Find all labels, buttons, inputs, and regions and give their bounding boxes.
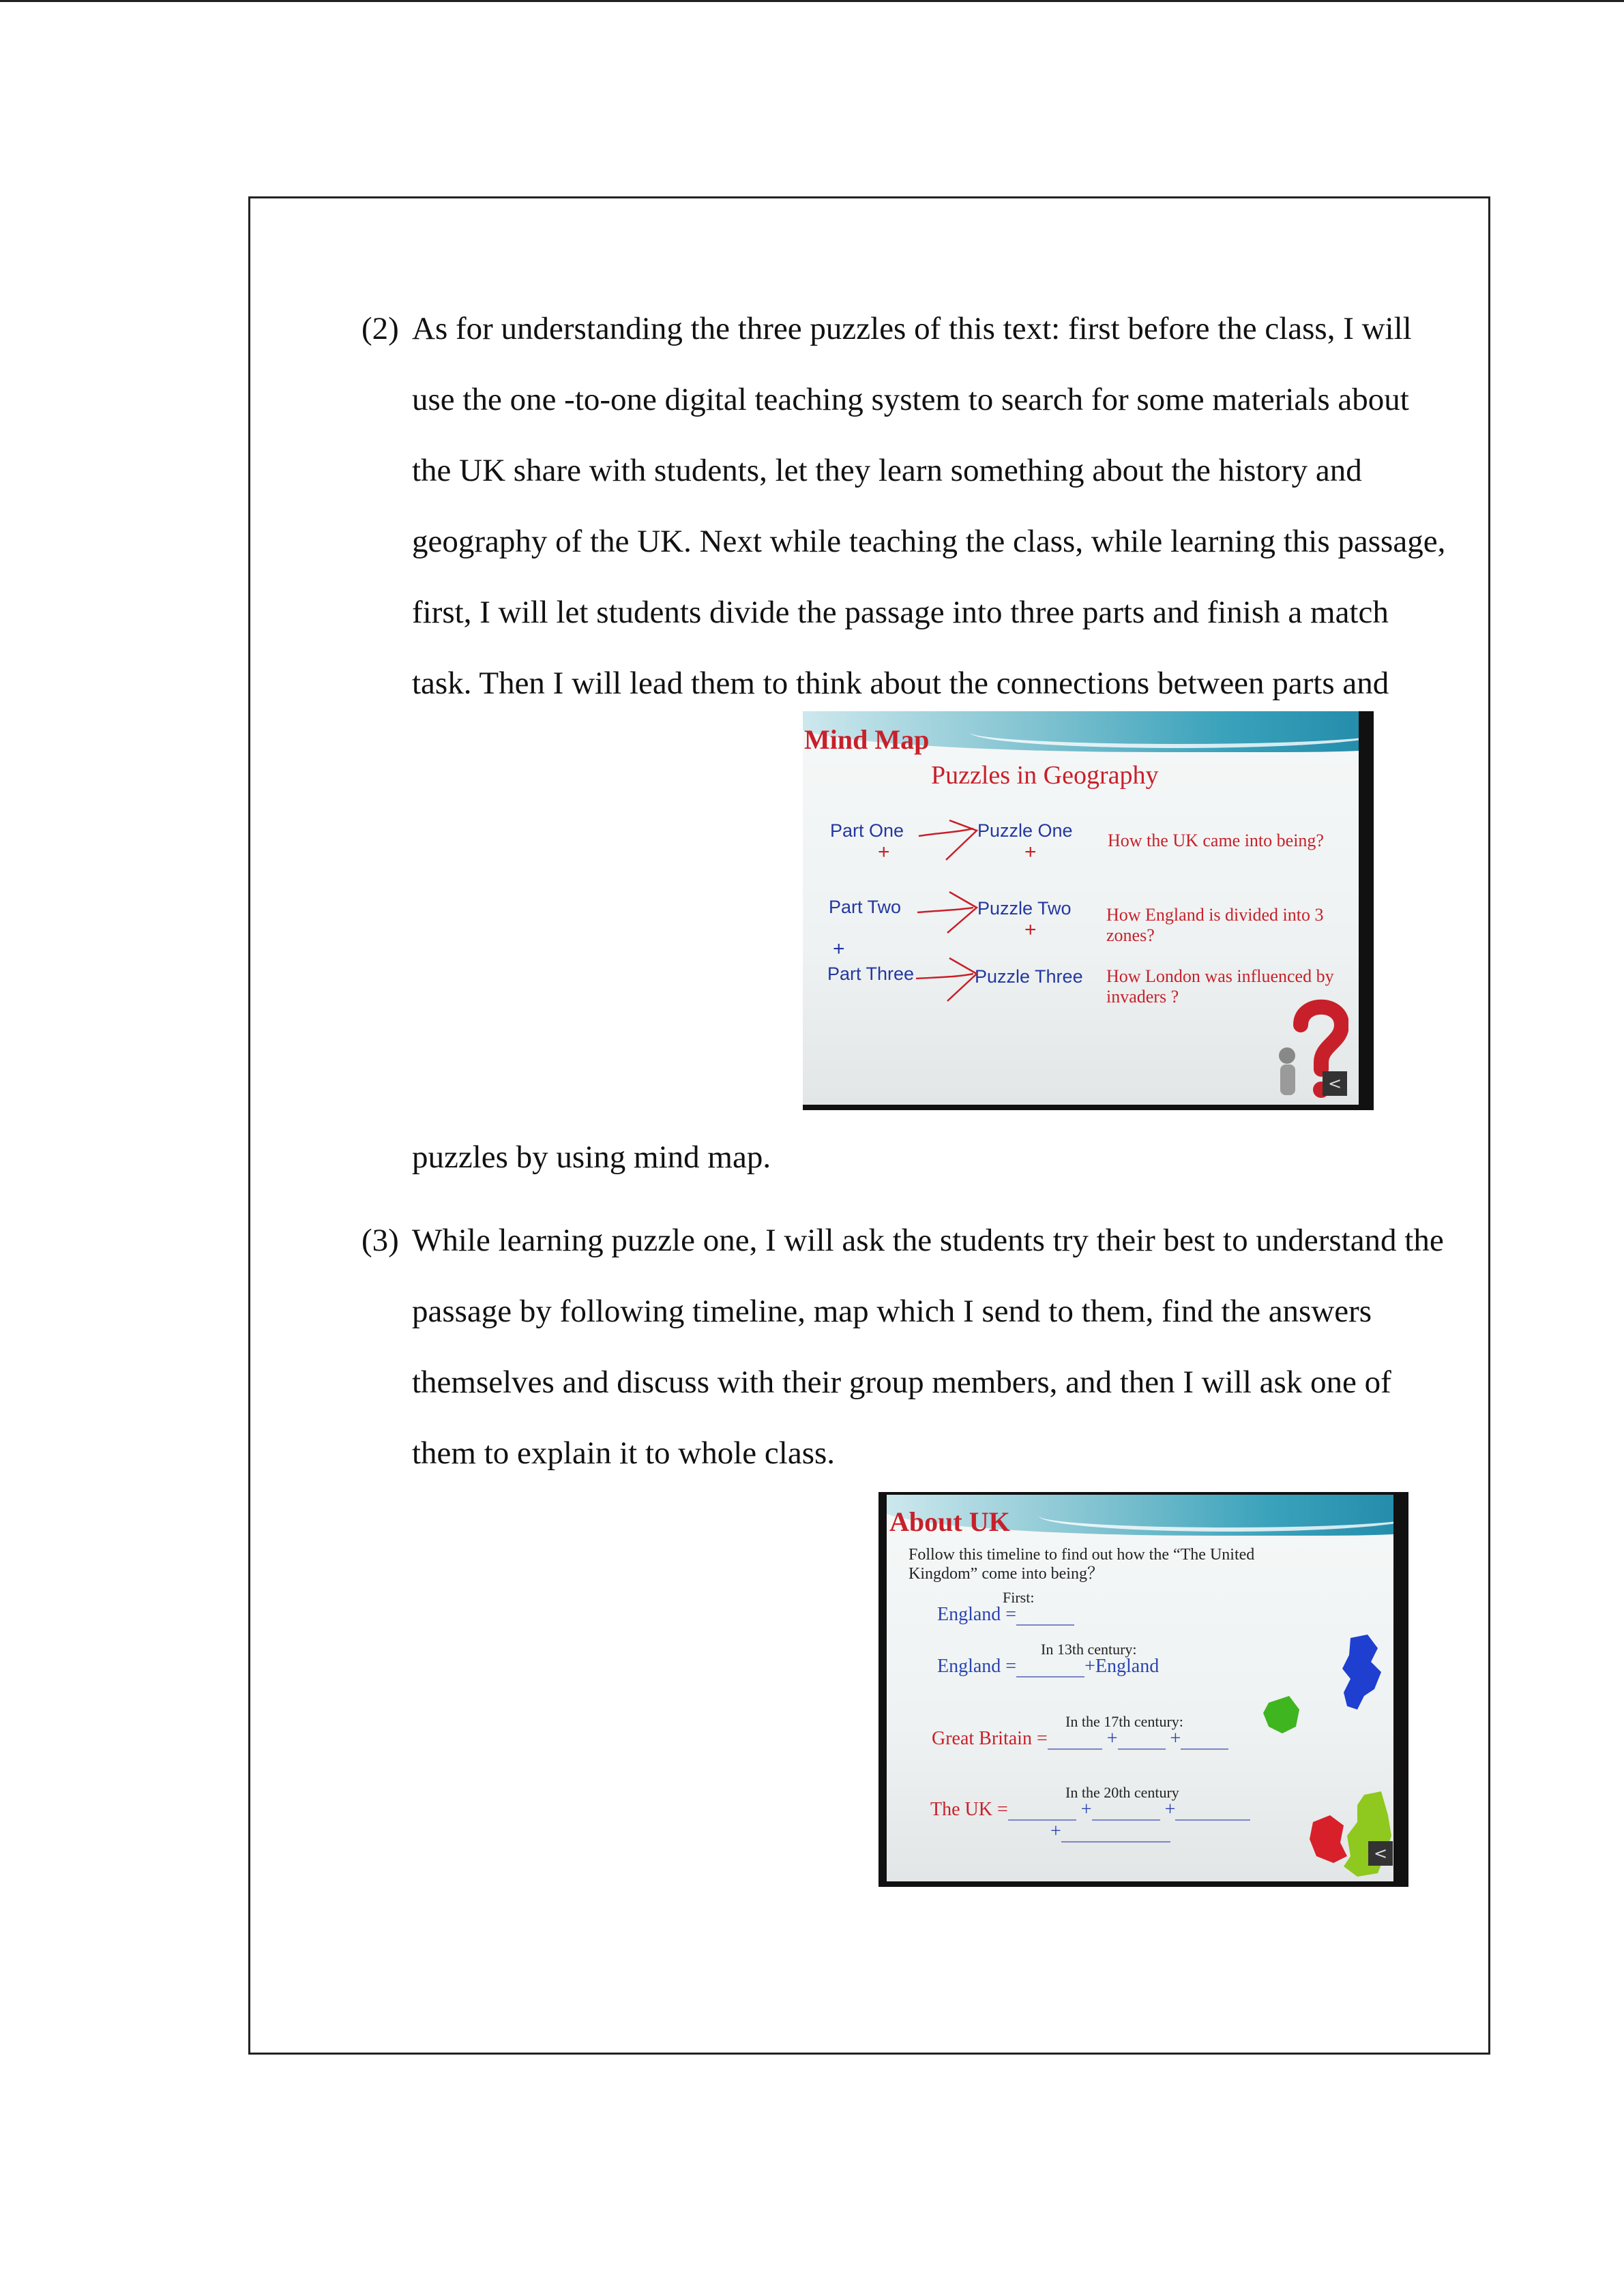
slide-instruction: Kingdom” come into being？ [909,1565,1104,1583]
text-line: them to explain it to whole class. [412,1435,836,1471]
puzzle-two-label: Puzzle Two [977,898,1072,919]
paragraph-body [412,1205,1480,1489]
slide-title: About UK [889,1506,1010,1537]
timeline-step-when: In the 17th century: [1065,1713,1183,1730]
answer-blank [1048,1748,1102,1750]
answer-blank [1016,1624,1074,1626]
plus-sign: + [1024,841,1037,863]
slide-subtitle: Puzzles in Geography [931,761,1159,790]
paragraph-number: (3) [361,1223,399,1258]
plus-sign: + [878,841,890,863]
text-line: passage by following timeline, map which I send to them, find the answers [412,1294,1372,1329]
slide-back-control-icon: < [1368,1841,1393,1866]
text-line: task. Then I will lead them to think about the connections between parts and [412,666,1389,701]
slide-instruction: Follow this timeline to find out how the “The United [909,1546,1255,1564]
answer-blank [1181,1748,1228,1750]
plus-sign: + [1080,1799,1092,1820]
paragraph-2-tail: puzzles by using mind map. [412,1139,771,1175]
plus-sign: + [1106,1728,1118,1749]
answer-blank [1016,1676,1084,1678]
timeline-step-label: Great Britain = [932,1728,1048,1749]
paragraph-number: (2) [361,311,399,346]
question-one: How the UK came into being? [1108,831,1324,850]
part-two-label: Part Two [829,897,902,917]
plus-sign: + [1164,1799,1176,1820]
plus-sign: + [1170,1728,1181,1749]
timeline-step-when: In 13th century: [1041,1641,1137,1658]
text-line: While learning puzzle one, I will ask the students try their best to understand the [412,1223,1444,1258]
timeline-step [937,1604,1074,1626]
top-rule [0,0,1624,2]
text-line: As for understanding the three puzzles of this text: first before the class, I will [412,311,1412,346]
paragraph-3 [361,1205,1480,1489]
slide-title: Mind Map [804,724,930,755]
text-line: use the one -to-one digital teaching system to search for some materials about [412,382,1409,417]
timeline-step [930,1799,1250,1821]
about-uk-slide-photo [879,1492,1408,1887]
puzzle-three-label: Puzzle Three [975,966,1083,987]
paragraph-2 [361,293,1480,719]
question-three: How London was influenced by invaders ? [1106,966,1334,1007]
mind-map-slide-photo [803,711,1374,1110]
question-two: How England is divided into 3 zones? [1106,905,1324,945]
plus-sign: + [833,938,845,960]
timeline-step-label: The UK = [930,1799,1008,1820]
text-line: first, I will let students divide the passage into three parts and finish a match [412,595,1389,630]
part-three-label: Part Three [827,964,915,984]
paragraph-body [412,293,1480,719]
answer-blank [1118,1748,1166,1750]
timeline-step-when: First: [1003,1589,1035,1606]
timeline-step-extra [1050,1821,1170,1843]
puzzle-one-label: Puzzle One [977,820,1073,841]
slide-screen [803,711,1359,1105]
slide-screen [887,1495,1393,1881]
text-line: the UK share with students, let they learn something about the history and [412,453,1362,488]
plus-sign: + [1050,1821,1061,1842]
timeline-step-label: England = [937,1604,1017,1625]
plus-sign: + [1024,919,1037,941]
part-one-label: Part One [830,820,904,841]
text-line: geography of the UK. Next while teaching the class, while learning this passage, [412,524,1446,559]
timeline-step-suffix: +England [1084,1656,1160,1677]
timeline-step [932,1728,1228,1750]
slide-back-control-icon: < [1323,1071,1347,1096]
answer-blank [1061,1841,1170,1843]
timeline-step-when: In the 20th century [1065,1784,1179,1801]
timeline-step [937,1656,1159,1678]
timeline-step-label: England = [937,1656,1017,1677]
answer-blank [1175,1819,1250,1821]
text-line: themselves and discuss with their group members, and then I will ask one of [412,1365,1391,1400]
